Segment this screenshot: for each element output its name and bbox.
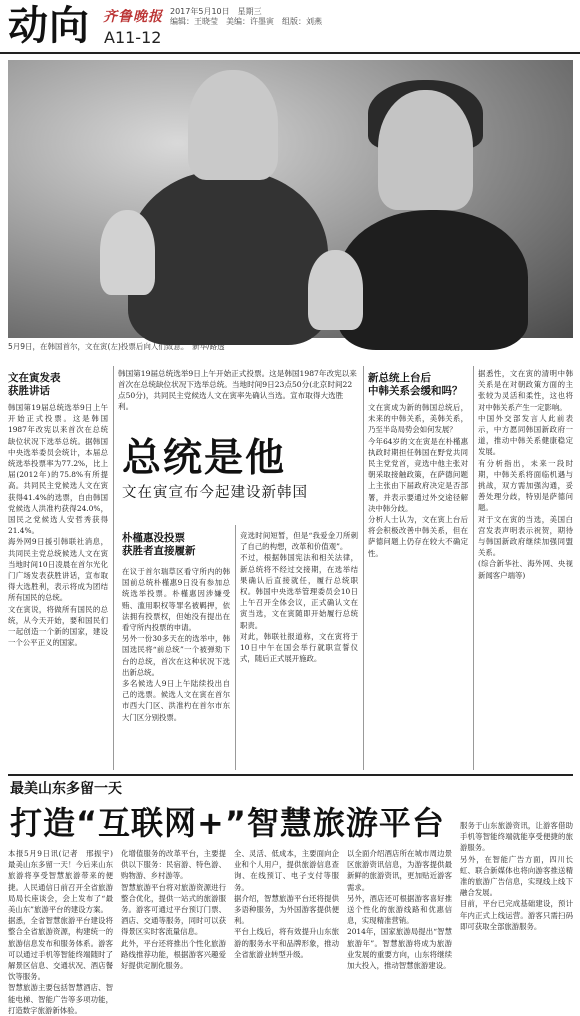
photo-caption: 5月9日，在韩国首尔，文在寅(左)投票后向人们致意。 新华/路透	[8, 342, 225, 351]
woman-figure-body	[338, 210, 528, 350]
col2-heading: 朴槿惠没投票 获胜者直接履新	[122, 532, 196, 557]
lead-intro: 韩国第19届总统选举9日上午开始正式投票。这是韩国1987年改宪以来首次在总统缺位状况下选举总统。当地时间9日23点50分(北京时间22点50分)，共同民主党候选人文在寅率先确认当选。宣布取得大选胜利。	[118, 369, 357, 411]
lead-photo	[8, 60, 573, 338]
col4-heading: 新总统上台后 中韩关系会缓和吗？	[368, 372, 463, 397]
bottom-col4-text: 以全面介绍酒店所在城市周边景区旅游资讯信息，为游客提供最新鲜的旅游资讯，更加贴近游客需求。 另外，酒店还可根据游客喜好推送个性化的旅游线路和优惠信息，实现精准营销。 2014年，国家旅游局提出“智慧旅游年”。智慧旅游将成为旅游业发展的重要方向，山东将继续加大投入，推动智慧旅游建设。	[347, 849, 452, 971]
col5-text: 据悉性，文在寅的清明中韩关系是在对朝政策方面的主张较为灵活和柔性，这也将对中韩关系产生一定影响。 中国外交部发言人此前表示，中方愿同韩国新政府一道，推动中韩关系健康稳定发展。 有分析指出，未来一段时期，中韩关系将面临机遇与挑战，双方需加强沟通，妥善处理分歧，特别是萨德问题。 对于文在寅的当选，美国白宫发表声明表示祝贺，期待与韩国新政府继续加强同盟关系。 (综合新华社、海外网、央视新闻客户端等)	[478, 369, 573, 580]
bottom-col1-text: 本报5月9日讯(记者 邢振宇) 最美山东多留一天！今后来山东旅游将享受智慧旅游带来的便捷。人民通信日前召开全省旅游局局长座谈会，会上发布了“最美山东”旅游平台的建设方案。 据悉，全省智慧旅游平台建设将整合全省旅游资源，构建统一的旅游信息发布和服务体系。游客可以通过手机等智能终端随时了解景区信息、交通状况、酒店餐饮等服务。 智慧旅游主要包括智慧酒店、智能电梯、智能广告等多项功能，打造数字旅游新体验。	[8, 849, 113, 1015]
editor-credits: 编辑：王晓莹 美编：许墨寅 组版：刘燕	[170, 17, 322, 26]
man-figure-body	[128, 170, 328, 345]
masthead	[0, 0, 580, 54]
column-divider	[473, 366, 474, 770]
section-rule	[8, 774, 573, 776]
newspaper-logo: 齐鲁晚报	[103, 9, 163, 25]
woman-waving-hand	[308, 250, 363, 330]
column-divider	[235, 525, 236, 770]
page-numbers: A11-12	[104, 28, 162, 47]
man-figure-head	[188, 70, 278, 180]
section-title: 动向	[8, 3, 90, 49]
column-divider	[113, 366, 114, 770]
bottom-headline: 打造“互联网+”智慧旅游平台	[10, 804, 445, 842]
column-divider	[363, 366, 364, 770]
man-waving-hand	[100, 210, 155, 295]
bottom-col3-text: 全、灵活、低成本，主要面向企业和个人用户，提供旅游信息查询、在线预订、电子支付等服务。 据介绍，智慧旅游平台还将提供多语种服务，为外国游客提供便利。 平台上线后，将有效提升山东旅游的服务水平和品牌形象，推动全省旅游业转型升级。	[234, 849, 339, 959]
bottom-col5-text: 服务于山东旅游资讯，让游客借助手机等智能终端就能享受便捷的旅游服务。 另外，在智能广告方面，四川长虹、联合新媒体也将向游客推送精准的旅游广告信息，实现线上线下融合发展。 目前，平台已完成基础建设，预计年内正式上线运营。游客只需扫码即可获取全部旅游服务。	[460, 821, 573, 931]
col1-text: 韩国第19届总统选举9日上午开始正式投票。这是韩国1987年改宪以来首次在总统缺位状况下选举总统。据韩国中央选举委员会统计，本届总统选举投票率为77.2%，比上届(2012年)的75.8%有所提高。共同民主党候选人文在寅获得41.4%的选票，自由韩国党候选人洪准杓获得24.0%，国民之党候选人安哲秀获得21.4%。 海外网9日援引韩联社消息，共同民主党总统候选人文在寅当地时间10日凌晨在首尔光化门广场发表获胜讲话，宣布取得大选胜利，表示将成为团结所有国民的总统。 文在寅说，将做所有国民的总统，从今天开始，要和国民们一起创造一个新的国家，建设一个公平正义的国家。	[8, 403, 108, 648]
col3-text: 竞选时间短暂，但是“我爱金刀所刺了自己的构想，改革和价值观”。 不过，根据韩国宪法和相关法律，新总统将不经过交接期，在选举结果确认后直接就任，履行总统职权。韩国中央选举管理委员会10日上午召开全体会议，正式确认文在寅当选，文在寅随即开始履行总统职责。 对此，韩联社报道称，文在寅将于10日中午在国会举行就职宣誓仪式，随后正式展开施政。	[240, 531, 358, 664]
col4-text: 文在寅成为新的韩国总统后，未来的中韩关系，美韩关系，乃至半岛局势会如何发展？ 今年64岁的文在寅是在朴槿惠执政时期担任韩国在野党共同民主党党首，竞选中他主张对朝采取接触政策，在萨德问题上主张由下届政府决定是否部署，并表示要通过外交途径解决中韩分歧。 分析人士认为，文在寅上台后将会积极改善中韩关系，但在萨德问题上仍存在较大不确定性。	[368, 403, 468, 558]
main-subheadline: 文在寅宣布今起建设新韩国	[122, 485, 308, 501]
bottom-kicker: 最美山东多留一天	[10, 781, 122, 797]
issue-date: 2017年5月10日 星期三	[170, 7, 262, 16]
col2-text: 在议于首尔瑞草区看守所内的韩国前总统朴槿惠9日没有参加总统选举投票。朴槿惠因涉嫌受贿、滥用职权等罪名被羁押，依法拥有投票权，但她没有提出在看守所内投票的申请。 另外一份30多天在的选举中，韩国选民将“前总统”一个被弹劾下台的总统，首次在这种状况下选出新总统。 多名候选人9日上午陆续投出自己的选票。候选人文在寅在首尔市西大门区、洪准杓在首尔市东大门区分别投票。	[122, 567, 230, 722]
bottom-col2-text: 化增值服务的改革平台，主要提供以下服务：民宿游、特色游、购物游、乡村游等。 智慧旅游平台将对旅游资源进行整合优化，提供一站式的旅游服务。游客可通过平台预订门票、酒店、交通等服务，同时可以获得景区实时客流量信息。 此外，平台还将推出个性化旅游路线推荐功能，根据游客兴趣爱好提供定制化服务。	[121, 849, 226, 971]
woman-figure-head	[378, 90, 473, 210]
col1-heading: 文在寅发表 获胜讲话	[8, 372, 61, 397]
main-headline: 总统是他	[122, 436, 287, 481]
